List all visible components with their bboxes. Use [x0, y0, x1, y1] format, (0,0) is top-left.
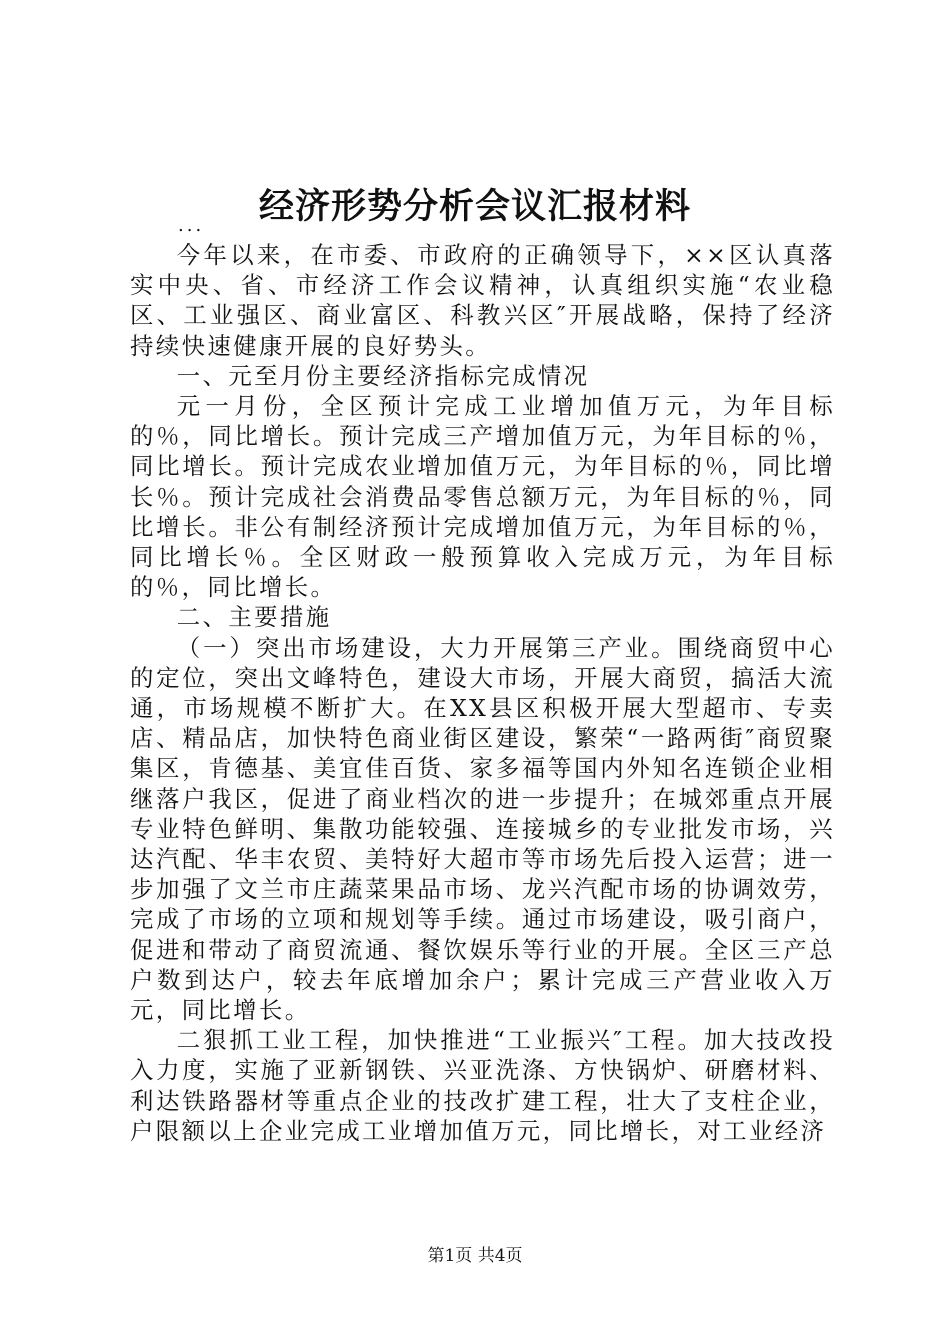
section-heading-1: 一、元至月份主要经济指标完成情况	[176, 361, 590, 390]
page-number-footer: 第1页 共4页	[427, 1246, 523, 1266]
paragraph-intro: 今年以来，在市委、市政府的正确领导下，××区认真落实中央、省、市经济工作会议精神，认真组织实施“农业稳区、工业强区、商业富区、科教兴区″开展战略，保持了经济持续快速健康开展的良好势头。	[130, 241, 835, 360]
ellipsis-marker: ...	[178, 215, 205, 236]
document-title: 经济形势分析会议汇报材料	[258, 186, 691, 227]
section-heading-2: 二、主要措施	[176, 603, 332, 632]
paragraph-market-construction: （一）突出市场建设，大力开展第三产业。围绕商贸中心的定位，突出文峰特色，建设大市场，开展大商贸，搞活大流通，市场规模不断扩大。在XX县区积极开展大型超市、专卖店、精品店，加快特色商业街区建设，繁荣“一路两街″商贸聚集区，肯德基、美宜佳百货、家多福等国内外知名连锁企业相继落户我区，促进了商业档次的进一步提升；在城郊重点开展专业特色鲜明、集散功能较强、连接城乡的专业批发市场，兴达汽配、华丰农贸、美特好大超市等市场先后投入运营；进一步加强了文兰市庄蔬菜果品市场、龙兴汽配市场的协调效劳，完成了市场的立项和规划等手续。通过市场建设，吸引商户，促进和带动了商贸流通、餐饮娱乐等行业的开展。全区三产总户数到达户，较去年底增加余户；累计完成三产营业收入万元，同比增长。	[130, 633, 835, 1025]
paragraph-indicators: 元一月份，全区预计完成工业增加值万元，为年目标的％，同比增长。预计完成三产增加值万元，为年目标的％，同比增长。预计完成农业增加值万元，为年目标的％，同比增长％。预计完成社会消费品零售总额万元，为年目标的％，同比增长。非公有制经济预计完成增加值万元，为年目标的％，同比增长％。全区财政一般预算收入完成万元，为年目标的％，同比增长。	[130, 392, 835, 602]
paragraph-industry-projects: 二狠抓工业工程，加快推进“工业振兴″工程。加大技改投入力度，实施了亚新钢铁、兴亚洗涤、方快锅炉、研磨材料、利达铁路器材等重点企业的技改扩建工程，壮大了支柱企业，户限额以上企业完成工业增加值万元，同比增长，对工业经济	[130, 1026, 835, 1145]
document-body	[130, 240, 835, 1146]
